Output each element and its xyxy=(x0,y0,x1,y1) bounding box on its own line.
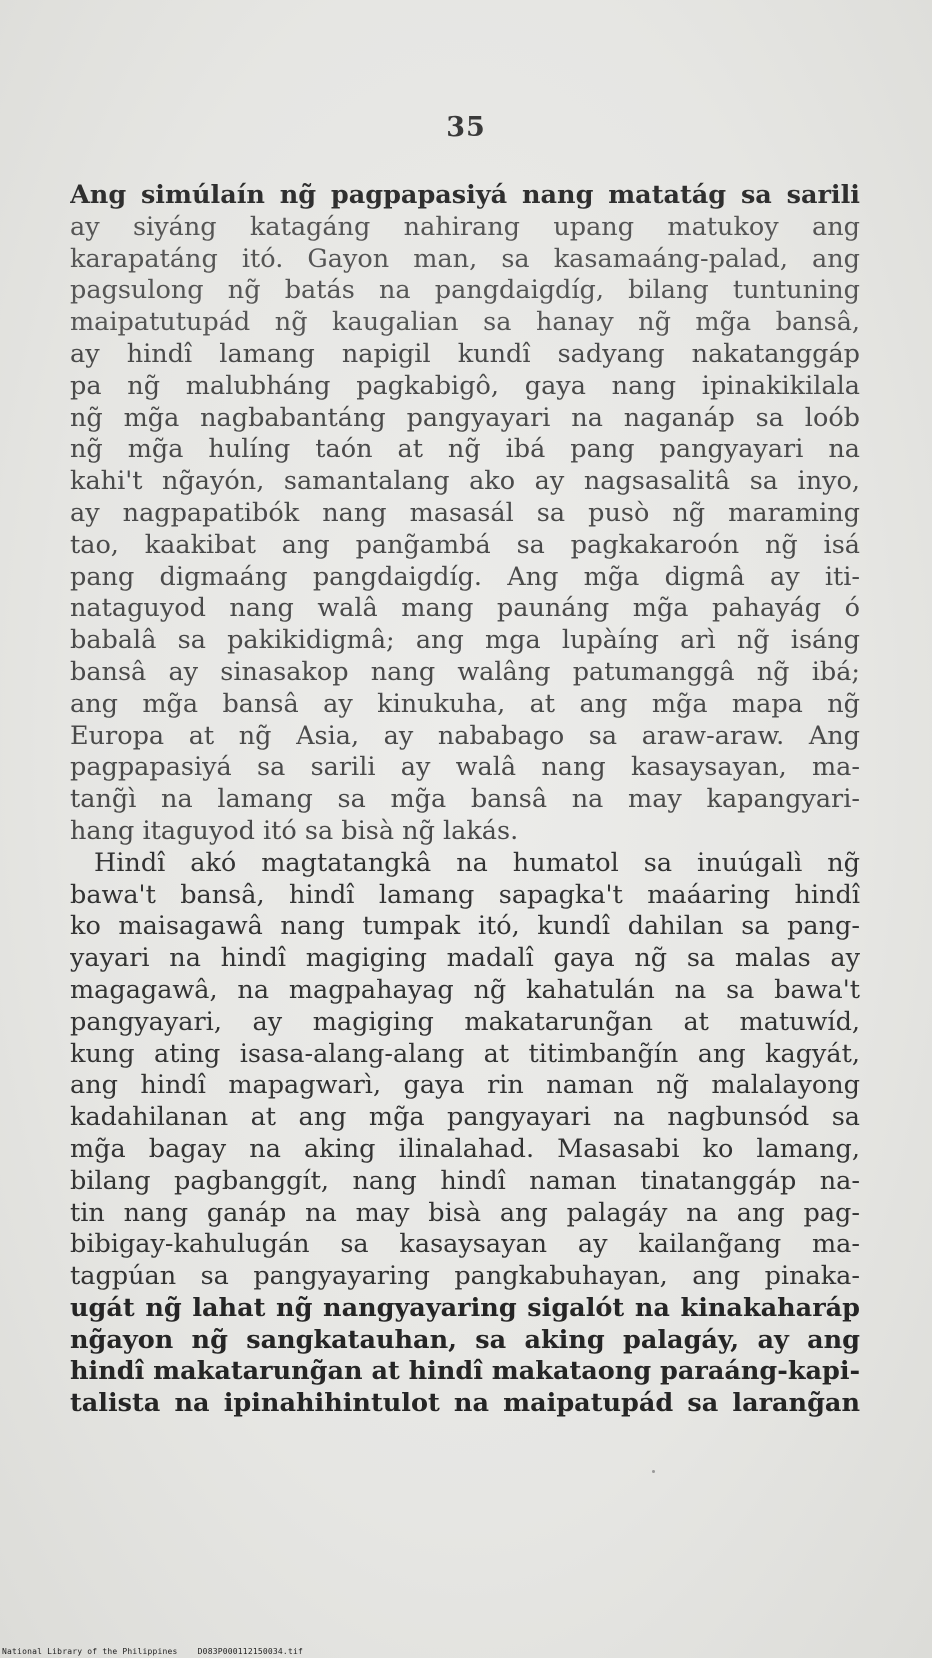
text-line: tang̃ì na lamang sa mg̃a bansâ na may kapangyari- xyxy=(70,784,860,815)
text-line: pangyayari, ay magiging makatarung̃an at matuwíd, xyxy=(70,1006,860,1037)
paragraph-2 xyxy=(70,848,860,1420)
footer-library: National Library of the Philippines xyxy=(2,1647,178,1656)
text-line: tagpúan sa pangyayaring pangkabuhayan, ang pinaka- xyxy=(70,1261,860,1292)
text-line: ay nagpapatibók nang masasál sa pusò ng̃ maraming xyxy=(70,497,860,528)
text-line: ugát ng̃ lahat ng̃ nangyayaring sigalót na kinakaharáp xyxy=(70,1292,860,1323)
text-line: talista na ipinahihintulot na maipatupád sa larang̃an xyxy=(70,1388,860,1419)
body-text xyxy=(70,180,860,1420)
text-line: ay siyáng katagáng nahirang upang matukoy ang xyxy=(70,211,860,242)
text-line: hang itaguyod itó sa bisà ng̃ lakás. xyxy=(70,815,519,846)
text-line: maipatutupád ng̃ kaugalian sa hanay ng̃ mg̃a bansâ, xyxy=(70,307,860,338)
text-line: ang hindî mapagwarì, gaya rin naman ng̃ malalayong xyxy=(70,1070,860,1101)
paper-speck xyxy=(652,1470,655,1473)
paragraph-1 xyxy=(70,180,860,848)
footer-file-id: D083P000112150034.tif xyxy=(197,1647,304,1656)
text-line: Hindî akó magtatangkâ na humatol sa inuúgalì ng̃ xyxy=(94,847,860,878)
text-line: Ang simúlaín ng̃ pagpapasiyá nang matatág sa sarili xyxy=(70,180,860,210)
text-line: bansâ ay sinasakop nang walâng patumanggâ ng̃ ibá; xyxy=(70,656,860,687)
text-line: tin nang ganáp na may bisà ang palagáy na ang pag- xyxy=(70,1197,860,1228)
text-line: ng̃ mg̃a hulíng taón at ng̃ ibá pang pangyayari na xyxy=(70,434,860,465)
text-line: karapatáng itó. Gayon man, sa kasamaáng-palad, ang xyxy=(70,243,860,274)
text-line: ang mg̃a bansâ ay kinukuha, at ang mg̃a mapa ng̃ xyxy=(70,688,860,719)
text-line: pagpapasiyá sa sarili ay walâ nang kasaysayan, ma- xyxy=(70,752,860,783)
text-line: yayari na hindî magiging madalî gaya ng̃ sa malas ay xyxy=(70,943,860,974)
scan-footer xyxy=(2,1647,303,1656)
text-line: pagsulong ng̃ batás na pangdaigdíg, bilang tuntuning xyxy=(70,275,860,306)
text-line: ay hindî lamang napigil kundî sadyang nakatanggáp xyxy=(70,338,860,369)
text-line: magagawâ, na magpahayag ng̃ kahatulán na sa bawa't xyxy=(70,974,860,1005)
text-line: pang digmaáng pangdaigdíg. Ang mg̃a digmâ ay iti- xyxy=(70,561,860,592)
text-line: tao, kaakibat ang pang̃ambá sa pagkakaroón ng̃ isá xyxy=(70,529,860,560)
text-line: nataguyod nang walâ mang paunáng mg̃a pahayág ó xyxy=(70,593,860,624)
text-line: babalâ sa pakikidigmâ; ang mga lupàíng arì ng̃ isáng xyxy=(70,625,860,656)
text-line: bawa't bansâ, hindî lamang sapagka't maáaring hindî xyxy=(70,879,860,910)
text-line: bibigay-kahulugán sa kasaysayan ay kailang̃ang ma- xyxy=(70,1229,860,1260)
text-line: hindî makatarung̃an at hindî makataong paraáng-kapi- xyxy=(70,1356,860,1387)
text-line: mg̃a bagay na aking ilinalahad. Masasabi ko lamang, xyxy=(70,1133,860,1164)
text-line: ng̃ mg̃a nagbabantáng pangyayari na naganáp sa loób xyxy=(70,402,860,433)
text-line: bilang pagbanggít, nang hindî naman tinatanggáp na- xyxy=(70,1165,860,1196)
text-line: kahi't ng̃ayón, samantalang ako ay nagsasalitâ sa inyo, xyxy=(70,466,860,497)
text-line: ko maisagawâ nang tumpak itó, kundî dahilan sa pang- xyxy=(70,911,860,942)
text-line: kadahilanan at ang mg̃a pangyayari na nagbunsód sa xyxy=(70,1102,860,1133)
text-line: Europa at ng̃ Asia, ay nababago sa araw-araw. Ang xyxy=(70,720,860,751)
page-number: 35 xyxy=(446,112,486,143)
text-line: pa ng̃ malubháng pagkabigô, gaya nang ipinakikilala xyxy=(70,370,860,401)
text-line: ng̃ayon ng̃ sangkatauhan, sa aking palagáy, ay ang xyxy=(70,1324,860,1355)
text-line: kung ating isasa-alang-alang at titimbang̃ín ang kagyát, xyxy=(70,1038,860,1069)
